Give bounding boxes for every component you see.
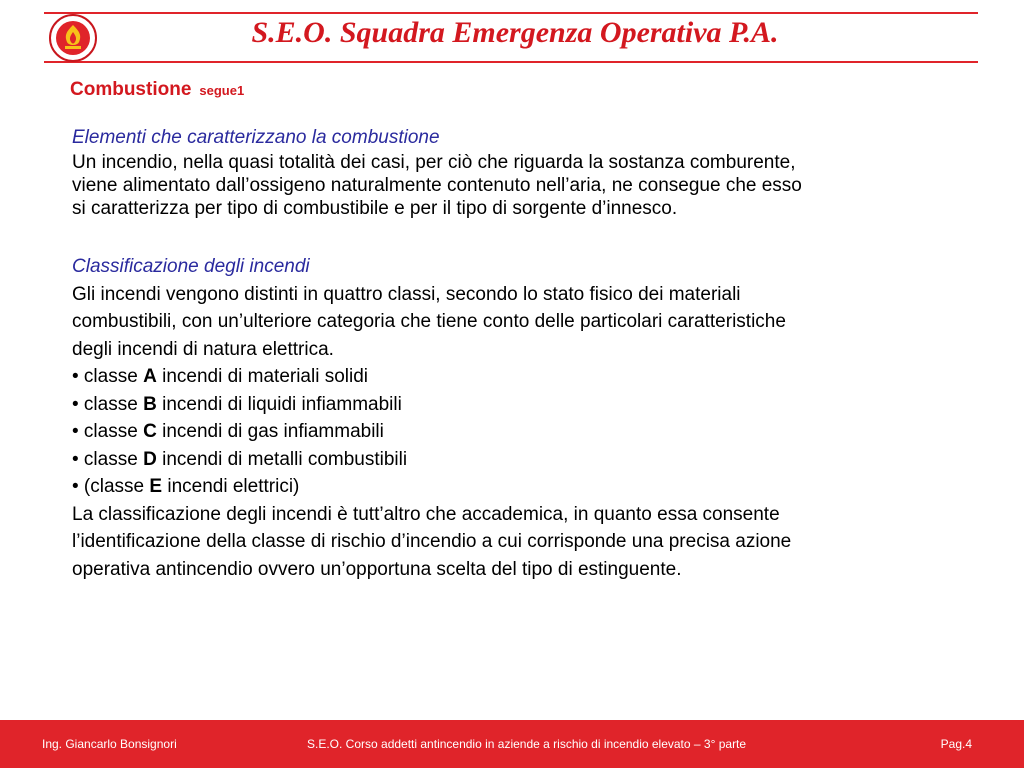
combustion-elements-block (72, 125, 972, 220)
class-description: incendi elettrici) (162, 476, 300, 497)
footer-author: Ing. Giancarlo Bonsignori (42, 737, 177, 751)
paragraph-line: l’identificazione della classe di rischio d’incendio a cui corrisponde una precisa azione (72, 531, 792, 552)
class-list-item (72, 363, 972, 391)
paragraph-line: La classificazione degli incendi è tutt’altro che accademica, in quanto essa consente (72, 503, 780, 525)
class-list-item (72, 391, 972, 419)
section-title-main: Combustione (70, 79, 192, 100)
class-letter: D (143, 448, 157, 470)
class-description: incendi di metalli combustibili (156, 448, 408, 470)
paragraph-line: degli incendi di natura elettrica. (72, 338, 334, 360)
header-top-rule (44, 12, 978, 14)
class-prefix: • (classe (72, 476, 150, 497)
footer-bar (0, 720, 1024, 768)
footer-course: S.E.O. Corso addetti antincendio in aziende a rischio di incendio elevato – 3° parte (307, 737, 747, 751)
class-list-item (72, 473, 972, 501)
class-description: incendi di gas infiammabili (156, 421, 384, 442)
header-bottom-rule (44, 61, 978, 63)
footer-page-number: Pag.4 (940, 737, 972, 751)
paragraph-line: si caratterizza per tipo di combustibile e per il tipo di sorgente d’innesco. (72, 198, 678, 219)
class-prefix: • classe (72, 393, 144, 415)
class-description: incendi di materiali solidi (156, 366, 369, 387)
seo-logo-icon (46, 13, 100, 63)
class-description: incendi di liquidi infiammabili (156, 393, 402, 415)
section-subtitle: segue1 (199, 83, 245, 98)
paragraph-line: Un incendio, nella quasi totalità dei casi, per ciò che riguarda la sostanza comburente, (72, 152, 796, 173)
class-letter: E (149, 476, 163, 497)
section-title (70, 79, 244, 101)
paragraph-line: combustibili, con un’ulteriore categoria che tiene conto delle particolari caratteristiche (72, 311, 786, 332)
class-prefix: • classe (72, 421, 144, 442)
combustion-elements-heading: Elementi che caratterizzano la combustione (72, 127, 440, 148)
class-letter: A (143, 366, 157, 387)
class-list-item (72, 446, 972, 474)
class-list-item (72, 418, 972, 446)
page-title: S.E.O. Squadra Emergenza Operativa P.A. (251, 16, 779, 49)
paragraph-line: Gli incendi vengono distinti in quattro classi, secondo lo stato fisico dei materiali (72, 283, 741, 305)
class-letter: C (143, 421, 157, 442)
paragraph-line: viene alimentato dall’ossigeno naturalmente contenuto nell’aria, ne consegue che esso (72, 175, 802, 196)
class-letter: B (143, 393, 157, 415)
fire-classification-heading: Classificazione degli incendi (72, 256, 310, 277)
fire-classification-block (72, 253, 972, 583)
class-prefix: • classe (72, 366, 144, 387)
paragraph-line: operativa antincendio ovvero un’opportuna scelta del tipo di estinguente. (72, 558, 682, 580)
class-prefix: • classe (72, 448, 144, 470)
